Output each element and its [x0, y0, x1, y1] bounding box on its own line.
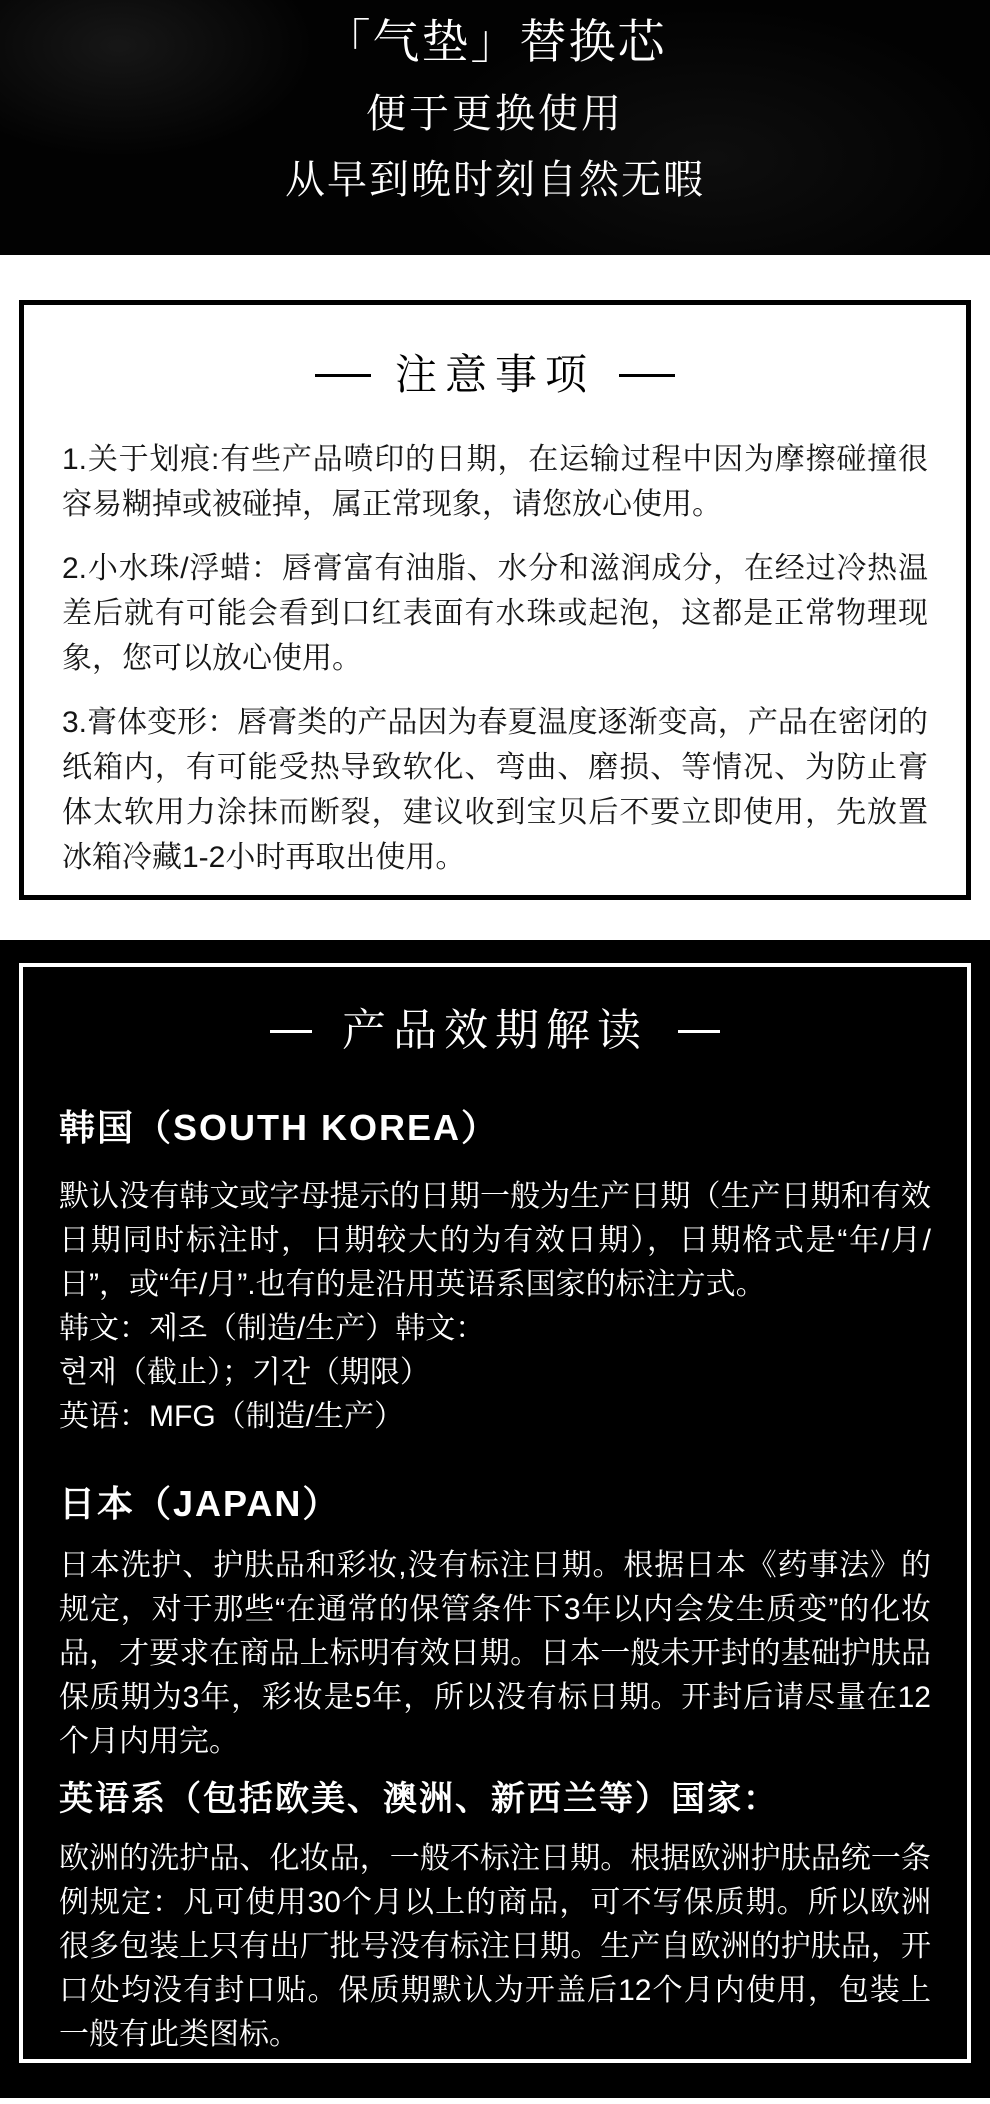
korea-heading: 韩国（SOUTH KOREA） [59, 1107, 500, 1149]
dash-line-left [315, 374, 371, 377]
dash-line-right [678, 1030, 720, 1033]
notice-paragraph-1: 1.关于划痕:有些产品喷印的日期，在运输过程中因为摩擦碰撞很容易糊掉或被碰掉，属正常现象，请您放心使用。 [62, 443, 928, 522]
japan-heading: 日本（JAPAN） [59, 1482, 341, 1524]
hero-line-2: 便于更换使用 [366, 92, 624, 136]
hero-line-3: 从早到晚时刻自然无暇 [285, 158, 705, 202]
expiry-box [19, 963, 971, 2063]
expiry-title: 产品效期解读 [342, 1006, 648, 1055]
dash-line-left [270, 1030, 312, 1033]
korea-paragraph-1: 默认没有韩文或字母提示的日期一般为生产日期（生产日期和有效日期同时标注时，日期较大的为有效日期），日期格式是“年/月/日”，或“年/月”.也有的是沿用英语系国家的标注方式。 [59, 1179, 931, 1301]
japan-paragraph-1: 日本洗护、护肤品和彩妆,没有标注日期。根据日本《药事法》的规定，对于那些“在通常的保管条件下3年以内会发生质变”的化妆品，才要求在商品上标明有效日期。日本一般未开封的基础护肤品保质期为3年，彩妆是5年，所以没有标日期。开封后请尽量在12个月内用完。 [59, 1549, 931, 1759]
notice-paragraph-2: 2.小水珠/浮蜡：唇膏富有油脂、水分和滋润成分，在经过冷热温差后就有可能会看到口红表面有水珠或起泡，这都是正常物理现象，您可以放心使用。 [62, 552, 928, 676]
dash-line-right [619, 374, 675, 377]
notice-title-row [62, 351, 928, 399]
hero-banner [0, 0, 990, 255]
country-block-korea [59, 1107, 931, 1438]
notice-box [19, 300, 971, 900]
english-countries-heading: 英语系（包括欧美、澳洲、新西兰等）国家： [59, 1780, 779, 1819]
korea-paragraph-4: 英语：MFG（制造/生产） [59, 1399, 404, 1433]
korea-paragraph-3: 현재（截止）；기간（期限） [59, 1355, 430, 1389]
expiry-title-row [59, 1007, 931, 1055]
korea-paragraph-2: 韩文：제조（制造/生产）韩文： [59, 1311, 486, 1345]
notice-paragraph-3: 3.膏体变形：唇膏类的产品因为春夏温度逐渐变高，产品在密闭的纸箱内，有可能受热导致软化、弯曲、磨损、等情况、为防止膏体太软用力涂抹而断裂，建议收到宝贝后不要立即使用，先放置冰箱冷藏1-2小时再取出使用。 [62, 706, 928, 875]
expiry-section [0, 940, 990, 2098]
notice-section [0, 255, 990, 940]
country-block-japan [59, 1483, 931, 1764]
english-countries-paragraph-1: 欧洲的洗护品、化妆品，一般不标注日期。根据欧洲护肤品统一条例规定：凡可使用30个月以上的商品，可不写保质期。所以欧洲很多包装上只有出厂批号没有标注日期。生产自欧洲的护肤品，开口处均没有封口贴。保质期默认为开盖后12个月内使用，包装上一般有此类图标。 [59, 1842, 931, 2052]
notice-title: 注意事项 [394, 351, 595, 398]
country-block-english [59, 1780, 931, 2057]
bottom-white-strip [0, 2098, 990, 2104]
hero-line-1: 「气垫」替换芯 [323, 15, 667, 68]
